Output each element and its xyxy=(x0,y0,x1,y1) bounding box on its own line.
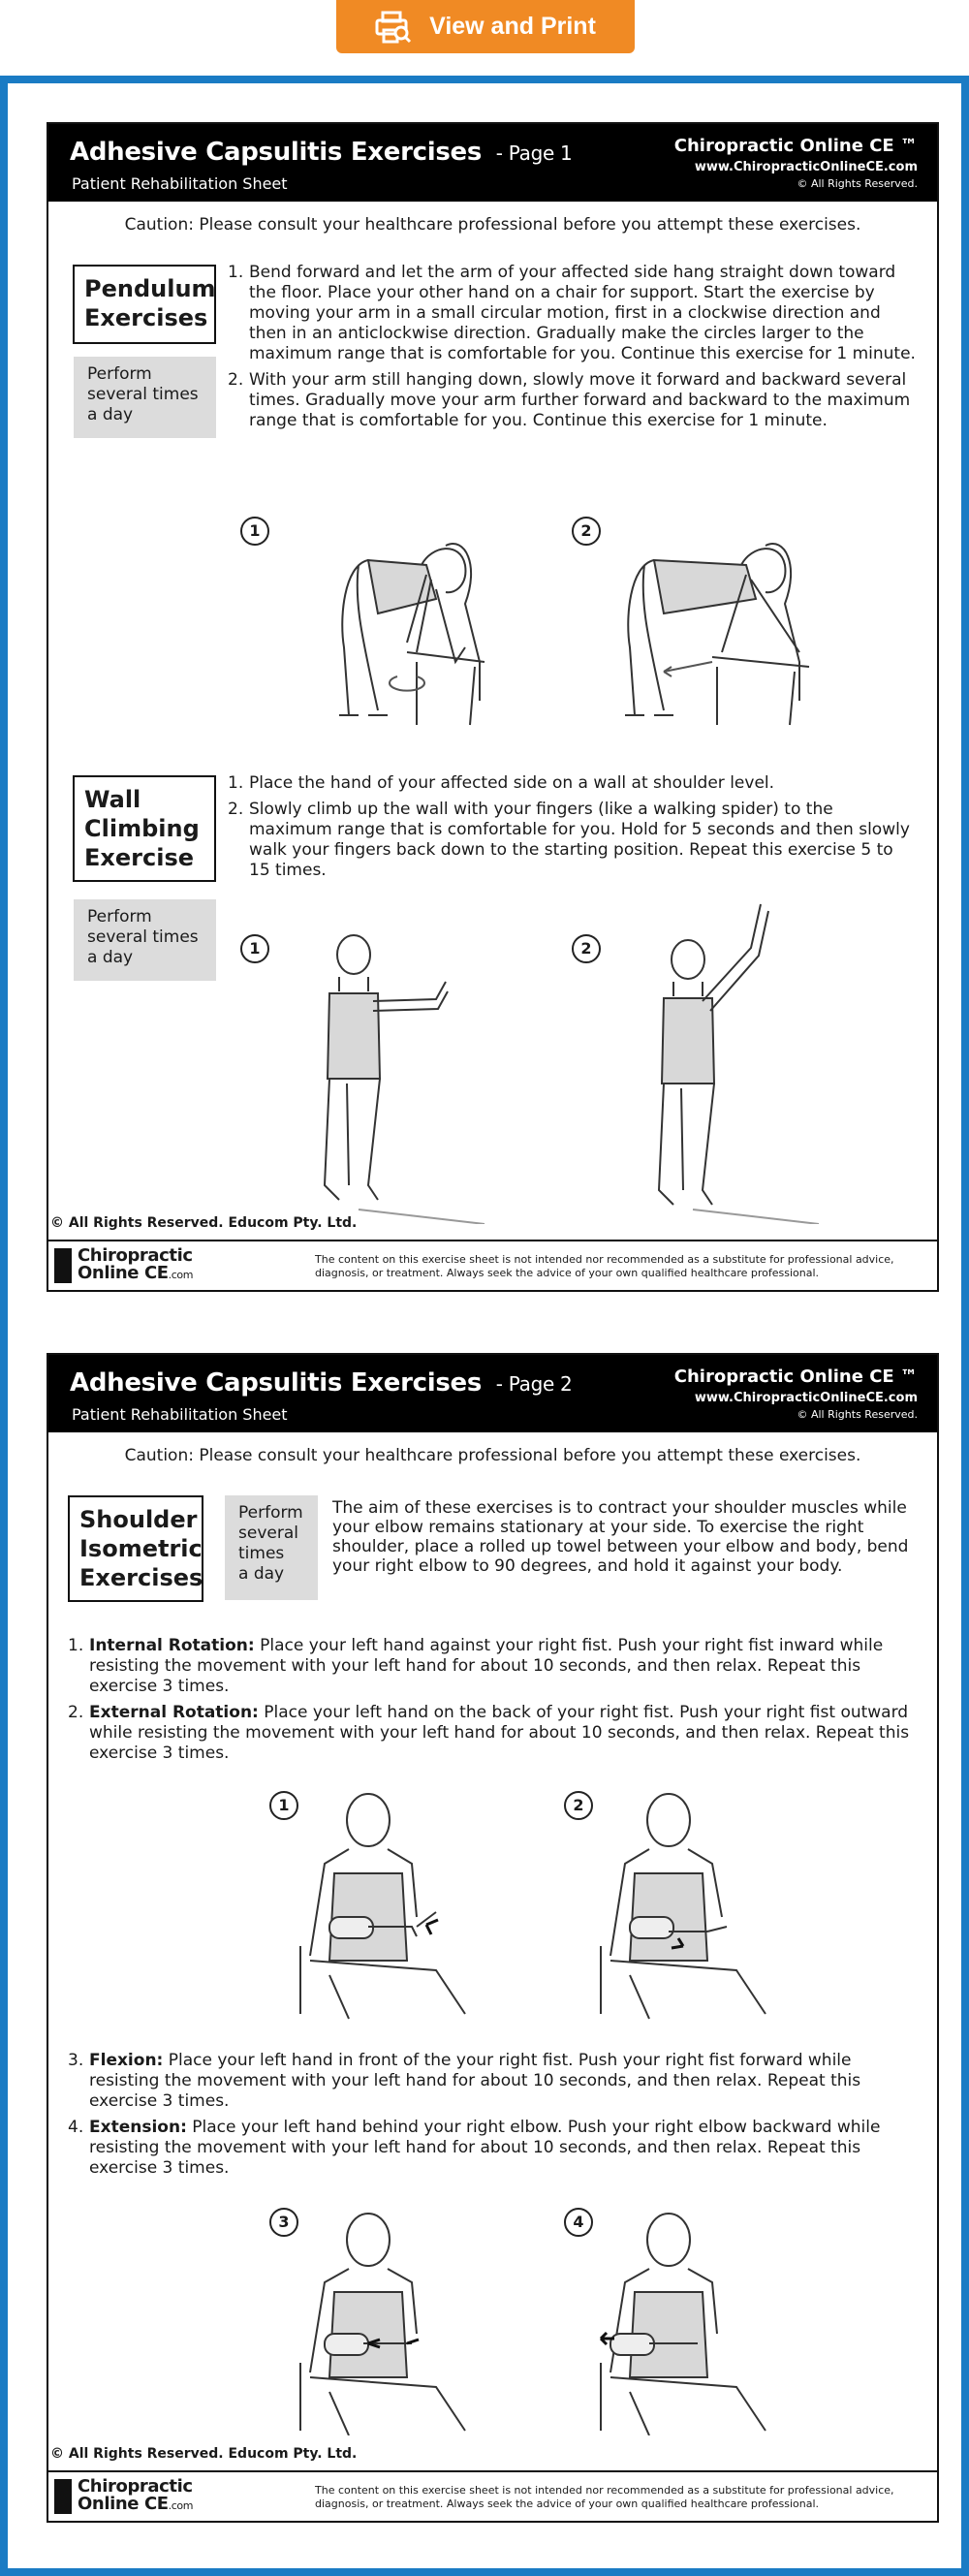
figure-badge-1: 1 xyxy=(240,517,269,546)
isometric-figure-1 xyxy=(271,1781,484,2024)
step-label: Internal Rotation: xyxy=(89,1636,255,1655)
copyright-note: © All Rights Reserved. Educom Pty. Ltd. xyxy=(50,2446,358,2462)
wall-title-line: Exercise xyxy=(84,844,195,871)
isometric-figure-3 xyxy=(271,2203,484,2435)
figure-badge-1: 1 xyxy=(240,934,269,963)
wall-climbing-figure-1 xyxy=(271,933,504,1224)
frequency-line: several times xyxy=(87,385,199,404)
sheet-frame xyxy=(0,76,969,2576)
frequency-line: times xyxy=(238,1544,285,1563)
pendulum-frequency xyxy=(74,357,216,438)
step-number: 1. xyxy=(228,773,244,793)
view-and-print-label: View and Print xyxy=(429,13,596,40)
shoulder-intro-text: The aim of these exercises is to contract your shoulder muscles while your elbow remains stationary at your side. To exercise the right shoulder, place a rolled up towel between your elbow and body, bend your right elbow to 90 degrees, and hold it against your body. xyxy=(332,1498,909,1576)
logo-suffix: .com xyxy=(168,2499,194,2512)
brand-rights: © All Rights Reserved. xyxy=(797,177,918,190)
step-label: External Rotation: xyxy=(89,1703,259,1722)
wall-climbing-figure-2 xyxy=(606,899,838,1224)
pendulum-figure-2 xyxy=(606,507,838,730)
page-footer xyxy=(48,1240,937,1290)
logo-suffix: .com xyxy=(168,1269,194,1281)
figure-badge-2: 2 xyxy=(564,1791,593,1820)
top-bar xyxy=(0,0,969,76)
copyright-note: © All Rights Reserved. Educom Pty. Ltd. xyxy=(50,1215,358,1231)
shoulder-title-line: Shoulder xyxy=(79,1506,198,1533)
isometric-figure-4 xyxy=(572,2203,785,2435)
spine-logo-icon xyxy=(54,2479,72,2514)
logo-line: Online CE xyxy=(78,2494,169,2514)
list-item xyxy=(228,263,918,364)
brand-name: Chiropractic Online CE ™ xyxy=(673,1367,918,1387)
list-item xyxy=(68,1636,921,1697)
step-text: Place your left hand in front of the your right fist. Push your right fist forward while resisting the movement with your left hand for about 10 seconds, and then relax. Repeat this exercise 3 times. xyxy=(89,2051,861,2111)
wall-frequency xyxy=(74,899,216,981)
step-number: 4. xyxy=(68,2118,84,2137)
list-item xyxy=(68,2051,921,2112)
page-header xyxy=(48,1355,937,1432)
brand-url: www.ChiropracticOnlineCE.com xyxy=(694,1391,918,1405)
step-number: 2. xyxy=(228,370,244,390)
step-label: Flexion: xyxy=(89,2051,164,2070)
frequency-line: Perform xyxy=(238,1503,303,1523)
spine-logo-icon xyxy=(54,1248,72,1283)
exercise-page-2 xyxy=(47,1353,939,2523)
brand-url: www.ChiropracticOnlineCE.com xyxy=(694,160,918,174)
frequency-line: a day xyxy=(87,405,134,424)
disclaimer-text: The content on this exercise sheet is not intended nor recommended as a substitute for professional advice, diagnosis, or treatment. Always seek the advice of your own qualified healthcare professional. xyxy=(315,1253,894,1279)
shoulder-title-line: Isometric xyxy=(79,1535,203,1562)
list-item xyxy=(228,370,918,431)
brand-name: Chiropractic Online CE ™ xyxy=(673,136,918,156)
wall-climbing-steps xyxy=(228,773,918,887)
page-subtitle: Patient Rehabilitation Sheet xyxy=(72,1405,288,1424)
logo-text xyxy=(78,2478,193,2515)
brand-block xyxy=(674,136,918,190)
view-and-print-button[interactable] xyxy=(336,0,635,53)
step-number: 1. xyxy=(68,1636,84,1655)
frequency-line: several times xyxy=(87,927,199,947)
frequency-line: Perform xyxy=(87,907,152,927)
frequency-line: Perform xyxy=(87,364,152,384)
step-number: 1. xyxy=(228,263,244,282)
step-number: 3. xyxy=(68,2051,84,2070)
figure-badge-4: 4 xyxy=(564,2208,593,2237)
figure-badge-1: 1 xyxy=(269,1791,298,1820)
chiropractic-logo xyxy=(54,1247,193,1284)
isometric-figure-2 xyxy=(572,1781,785,2024)
isometric-steps-3-4 xyxy=(68,2051,921,2184)
page-title xyxy=(70,1368,572,1398)
caution-text: Caution: Please consult your healthcare professional before you attempt these exercises. xyxy=(124,1446,861,1465)
isometric-steps-1-2 xyxy=(68,1636,921,1770)
shoulder-frequency xyxy=(225,1495,318,1600)
logo-line: Online CE xyxy=(78,1263,169,1283)
page-number: - Page 2 xyxy=(495,1372,573,1396)
step-text: Slowly climb up the wall with your fingers (like a walking spider) to the maximum range that is comfortable for you. Hold for 5 seconds and then slowly walk your fingers back down to the starting position. Repeat this exercise 5 to 15 times. xyxy=(249,800,910,880)
step-text: Bend forward and let the arm of your affected side hang straight down toward the floor. Place your other hand on a chair for support. Start the exercise by moving your arm in a small circular motion, first in a clockwise direction and then in an anticlockwise direction. Gradually make the circles larger to the maximum range that is comfortable for you. Continue this exercise for 1 minute. xyxy=(249,263,916,363)
figure-badge-2: 2 xyxy=(572,517,601,546)
frequency-line: several xyxy=(238,1524,298,1543)
wall-climbing-title-box xyxy=(73,775,216,882)
brand-rights: © All Rights Reserved. xyxy=(797,1408,918,1421)
step-text: Place your left hand behind your right elbow. Push your right elbow backward while resisting the movement with your left hand for about 10 seconds, and then relax. Repeat this exercise 3 times. xyxy=(89,2118,881,2178)
sheet-inner xyxy=(8,83,961,2568)
title-text: Adhesive Capsulitis Exercises xyxy=(70,1368,483,1398)
brand-block xyxy=(674,1367,918,1421)
exercise-page-1 xyxy=(47,122,939,1292)
page-title xyxy=(70,138,572,167)
logo-line: Chiropractic xyxy=(78,2476,193,2497)
pendulum-title-box xyxy=(73,265,216,344)
logo-line: Chiropractic xyxy=(78,1245,193,1266)
step-text: Place the hand of your affected side on a wall at shoulder level. xyxy=(249,773,775,793)
step-label: Extension: xyxy=(89,2118,187,2137)
page-number: - Page 1 xyxy=(495,141,573,165)
pendulum-title-line: Exercises xyxy=(84,304,208,331)
chiropractic-logo xyxy=(54,2478,193,2515)
pendulum-title-line: Pendulum xyxy=(84,275,216,302)
shoulder-isometric-title-box xyxy=(68,1495,203,1602)
frequency-line: a day xyxy=(87,948,134,967)
disclaimer-text: The content on this exercise sheet is not intended nor recommended as a substitute for professional advice, diagnosis, or treatment. Always seek the advice of your own qualified healthcare professional. xyxy=(315,2484,894,2510)
title-text: Adhesive Capsulitis Exercises xyxy=(70,138,483,167)
step-text: With your arm still hanging down, slowly move it forward and backward several times. Gradually move your arm further forward and backward to the maximum range that is comfortable for you. Continue this exercise for 1 minute. xyxy=(249,370,911,430)
page-subtitle: Patient Rehabilitation Sheet xyxy=(72,174,288,193)
wall-title-line: Wall xyxy=(84,786,141,813)
page-header xyxy=(48,124,937,202)
list-item xyxy=(68,1703,921,1764)
figure-badge-2: 2 xyxy=(572,934,601,963)
pendulum-figure-1 xyxy=(271,507,504,730)
shoulder-title-line: Exercises xyxy=(79,1564,203,1591)
page-footer xyxy=(48,2470,937,2521)
frequency-line: a day xyxy=(238,1564,285,1584)
step-text: Place your left hand on the back of your right fist. Push your right fist outward while resisting the movement with your left hand for about 10 seconds, and then relax. Repeat this exercise 3 times. xyxy=(89,1703,910,1763)
list-item xyxy=(68,2118,921,2179)
step-number: 2. xyxy=(228,800,244,819)
wall-title-line: Climbing xyxy=(84,815,200,842)
list-item xyxy=(228,773,918,794)
logo-text xyxy=(78,1247,193,1284)
pendulum-steps xyxy=(228,263,918,437)
step-text: Place your left hand against your right fist. Push your right fist inward while resisting the movement with your left hand for about 10 seconds, and then relax. Repeat this exercise 3 times. xyxy=(89,1636,884,1696)
list-item xyxy=(228,800,918,881)
figure-badge-3: 3 xyxy=(269,2208,298,2237)
caution-text: Caution: Please consult your healthcare professional before you attempt these exercises. xyxy=(124,215,861,235)
print-search-icon xyxy=(375,11,412,44)
step-number: 2. xyxy=(68,1703,84,1722)
